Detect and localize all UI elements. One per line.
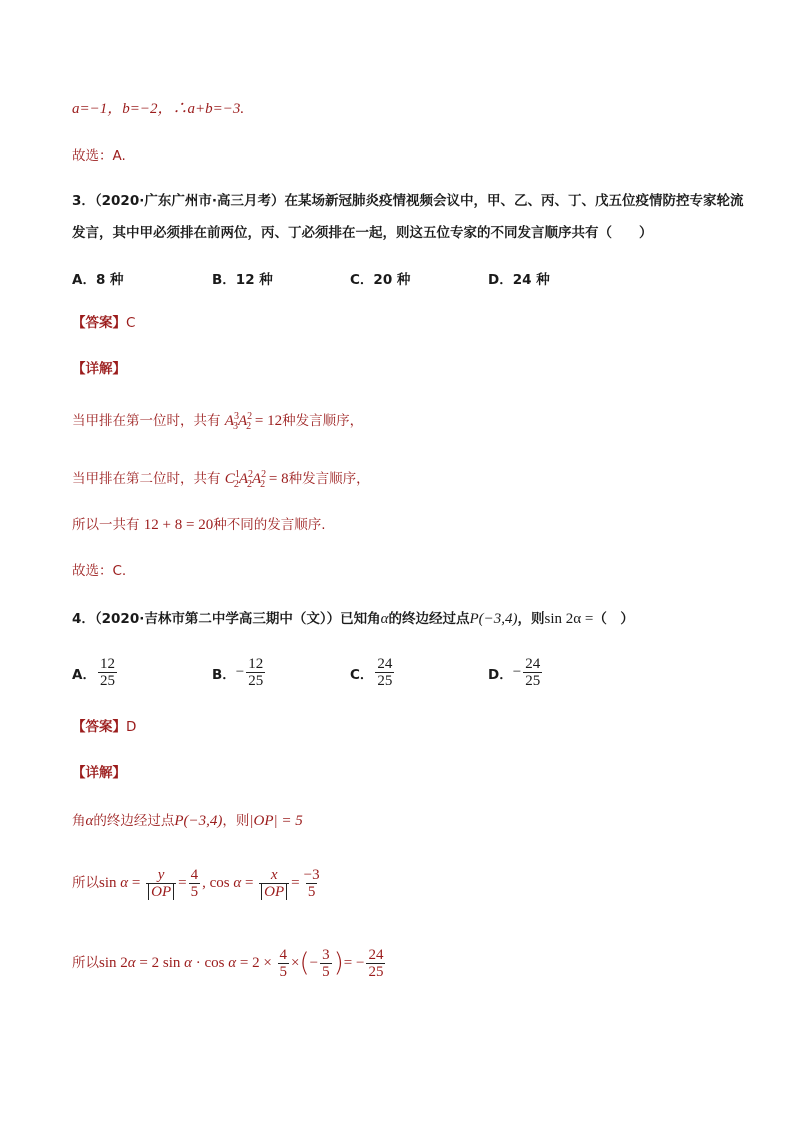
- option-text: 20 种: [373, 272, 411, 288]
- option-text: 8 种: [95, 272, 124, 288]
- q4-option-b: B． − $\frac{12}{25}$: [212, 656, 264, 689]
- q4-option-d: D． − $\frac{24}{25}$: [488, 656, 541, 689]
- q3-solution-line2: [72, 466, 370, 494]
- stem-text: 4．（2020·吉林市第二中学高三期中（文））已知角: [72, 611, 381, 627]
- answer-value: D: [126, 719, 137, 735]
- sol-text: 种发言顺序，: [288, 471, 370, 487]
- option-letter: B．: [212, 272, 236, 288]
- q4-stem: 4．（2020·吉林市第二中学高三期中（文））已知角α的终边经过点P(−3,4)，则sin 2α =（ ）: [72, 611, 634, 627]
- stem-text: 的终边经过点: [388, 611, 470, 627]
- stem-text: （ ）: [593, 611, 634, 627]
- stem-expr: sin 2α =: [544, 611, 594, 627]
- option-text: 12 种: [235, 272, 273, 288]
- sol-text: 种发言顺序，: [282, 413, 364, 429]
- q4-answer: [72, 718, 136, 736]
- q3-option-d: [488, 268, 550, 288]
- answer-value: C: [126, 315, 136, 331]
- q3-choice: 故选：C.: [72, 563, 127, 579]
- answer-tag: 【答案】: [72, 719, 126, 735]
- stem-point: P(−3,4): [469, 611, 518, 627]
- q3-option-a: [72, 268, 124, 288]
- sol-formula: $A^3_3A^2_2 = 12$: [224, 411, 283, 432]
- sol-formula: $C^1_2A^2_2A^2_2 = 8$: [224, 469, 289, 490]
- q3-stem-line2: 发言，其中甲必须排在前两位，丙、丁必须排在一起，则这五位专家的不同发言顺序共有（ ）: [72, 225, 653, 241]
- q4-option-c: C． $\frac{24}{25}$: [350, 656, 393, 689]
- q3-option-b: [212, 268, 273, 288]
- option-letter: D．: [488, 272, 513, 288]
- option-text: 24 种: [512, 272, 550, 288]
- option-letter: A．: [72, 272, 96, 288]
- option-letter: C．: [350, 272, 374, 288]
- prev-answer-math: a=−1，b=−2，∴a+b=−3.: [72, 101, 245, 117]
- q3-option-c: [350, 268, 410, 288]
- q3-solution-line1: [72, 408, 363, 436]
- q4-option-a: A． $\frac{12}{25}$: [72, 656, 115, 689]
- q3-stem-line1: 3．（2020·广东广州市·高三月考）在某场新冠肺炎疫情视频会议中，甲、乙、丙、丁、戊五位疫情防控专家轮流: [72, 193, 744, 209]
- q4-solution-line3: 所以sin 2α = 2 sin α · cos α = 2 × $\frac{4}{5}$ ×(− $\frac{3}{5}$ )= − $\frac{24}{25}$: [72, 946, 384, 980]
- q3-detail-tag: 【详解】: [72, 361, 126, 377]
- stem-text: ，则: [517, 611, 545, 627]
- q4-solution-line1: 角α的终边经过点P(−3,4)，则|OP| = 5: [72, 813, 303, 829]
- q4-solution-line2: 所以sin α = $\frac{y}{OP}$ = $\frac{4}{5}$ , cos α = $\frac{x}{OP}$ = $\frac{-3}{5}$: [72, 866, 320, 900]
- q3-solution-line3: [72, 516, 326, 534]
- sol-text: 所以一共有: [72, 517, 140, 533]
- sol-text: 种不同的发言顺序.: [213, 517, 326, 533]
- answer-tag: 【答案】: [72, 315, 126, 331]
- sol-formula: 12 + 8 = 20: [143, 517, 214, 533]
- q3-answer: [72, 314, 135, 332]
- sol-text: 当甲排在第一位时，共有: [72, 413, 221, 429]
- prev-choice: 故选：A.: [72, 148, 126, 164]
- q4-detail-tag: 【详解】: [72, 765, 126, 781]
- sol-text: 当甲排在第二位时，共有: [72, 471, 221, 487]
